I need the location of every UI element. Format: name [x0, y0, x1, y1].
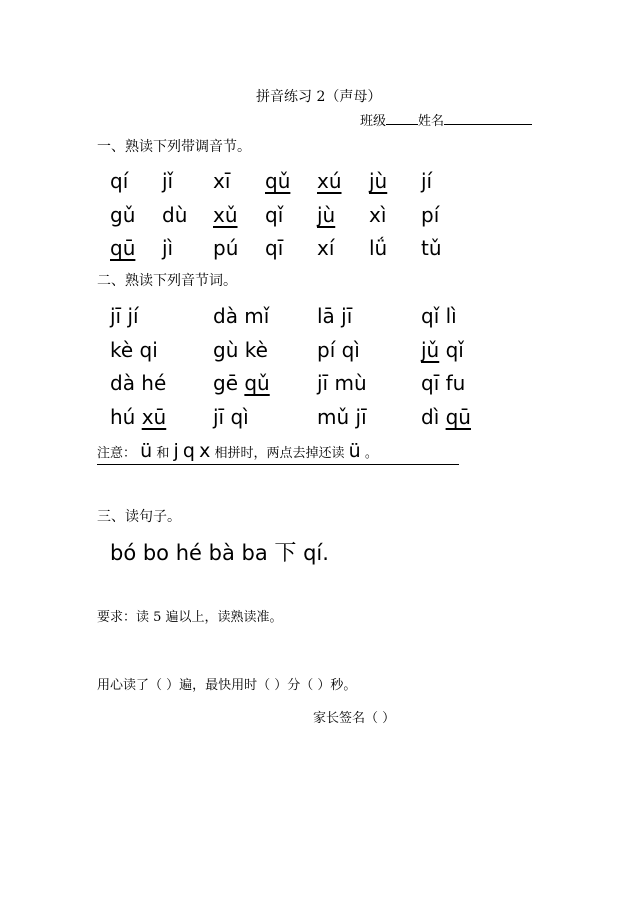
- syllable: jí: [421, 169, 433, 193]
- syllable-underlined: jù: [369, 169, 388, 193]
- sentence-chinese-char: 下: [274, 541, 297, 566]
- page-title: 拼音练习 2（声母）: [256, 89, 382, 105]
- word-with-underline: dì qū: [421, 405, 471, 429]
- underlined-syllable: jǔ: [421, 338, 440, 362]
- syllable: xí: [317, 236, 335, 260]
- syllable: pú: [213, 236, 239, 260]
- word: qǐ lì: [421, 304, 457, 328]
- word-with-underline: hú xū: [110, 405, 167, 429]
- syllable: tǔ: [421, 236, 442, 260]
- note-middle: 相拼时，两点去掉还读: [214, 446, 345, 461]
- syllable: qǐ: [265, 203, 284, 227]
- class-name-row: [360, 110, 532, 129]
- note-q: q: [182, 440, 195, 462]
- parent-signature: 家长签名（ ）: [313, 711, 396, 726]
- note-he: 和: [156, 446, 170, 461]
- syllable: xī: [213, 169, 231, 193]
- word: jī mù: [317, 371, 367, 395]
- underlined-syllable: qǔ: [244, 371, 270, 395]
- syllable: dù: [162, 203, 188, 227]
- syllable: jǐ: [162, 169, 174, 193]
- name-label: 姓名: [418, 114, 445, 129]
- word: pí qì: [317, 338, 360, 362]
- note-u1: ü: [140, 440, 153, 462]
- word-with-underline: gē qǔ: [213, 371, 270, 395]
- syllable: jì: [162, 236, 174, 260]
- word: jī qì: [213, 405, 249, 429]
- syllable: lǘ: [369, 236, 388, 260]
- syllable: gǔ: [110, 203, 136, 227]
- word: jī jí: [110, 304, 139, 328]
- word: mǔ jī: [317, 405, 367, 429]
- word: gù kè: [213, 338, 268, 362]
- word: dà hé: [110, 371, 167, 395]
- reading-record: 用心读了（ ）遍，最快用时（ ）分（ ）秒。: [97, 678, 357, 693]
- word-with-underline: jǔ qǐ: [421, 338, 464, 362]
- syllable-underlined: xǔ: [213, 203, 238, 227]
- underlined-syllable: xū: [141, 405, 167, 429]
- word: kè qi: [110, 338, 158, 362]
- syllable: pí: [421, 203, 440, 227]
- word: dà mǐ: [213, 304, 270, 328]
- name-blank: [444, 111, 532, 125]
- syllable: qí: [110, 169, 129, 193]
- note-end: 。: [364, 446, 378, 461]
- note-j: j: [173, 440, 179, 462]
- syllable: xì: [369, 203, 387, 227]
- syllable-underlined: jù: [317, 203, 336, 227]
- sentence-part-a: bó bo hé bà ba: [110, 541, 268, 565]
- syllable-underlined: xú: [317, 169, 342, 193]
- section2-heading: 二、熟读下列音节词。: [97, 273, 237, 289]
- note-line: [97, 440, 459, 465]
- note-lead: 注意：: [97, 446, 137, 461]
- syllable: qī: [265, 236, 284, 260]
- word: lā jī: [317, 304, 353, 328]
- word: qī fu: [421, 371, 466, 395]
- section1-heading: 一、熟读下列带调音节。: [97, 139, 251, 155]
- note-x: x: [199, 440, 211, 462]
- requirement-text: 要求：读 5 遍以上，读熟读准。: [97, 610, 283, 625]
- syllable-underlined: qǔ: [265, 169, 291, 193]
- syllable-underlined: qū: [110, 236, 136, 260]
- sentence: [110, 536, 329, 567]
- sentence-part-b: qí.: [303, 541, 329, 565]
- underlined-syllable: qū: [445, 405, 471, 429]
- section3-heading: 三、读句子。: [97, 509, 181, 525]
- class-label: 班级: [360, 114, 387, 129]
- class-blank: [386, 111, 418, 125]
- note-u2: ü: [348, 440, 361, 462]
